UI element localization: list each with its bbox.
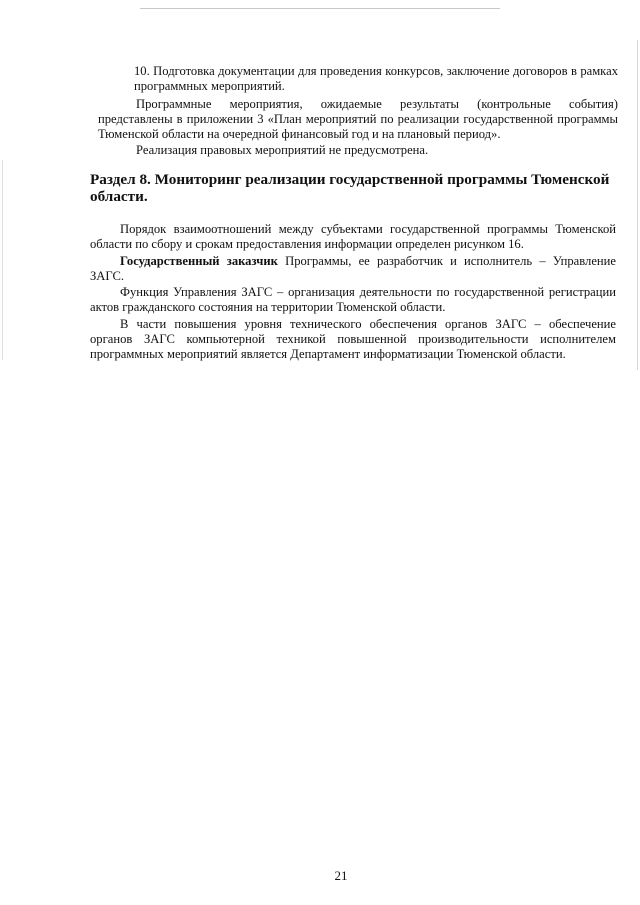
- paragraph-legal-events: Реализация правовых мероприятий не предусмотрена.: [136, 143, 429, 157]
- paragraph-technical-support: В части повышения уровня технического обеспечения органов ЗАГС – обеспечение органов ЗАГС компьютерной техникой повышенной производительности исполнителем программных мероприятий является Департамент информатизации Тюменской области.: [90, 317, 616, 361]
- list-item-text: Подготовка документации для проведения конкурсов, заключение договоров в рамках программных мероприятий.: [134, 64, 618, 93]
- scan-artifact-top: [140, 8, 500, 9]
- paragraph-interaction-order: Порядок взаимоотношений между субъектами государственной программы Тюменской области по сбору и срокам предоставления информации определен рисунком 16.: [90, 222, 616, 251]
- paragraph-program-events: Программные мероприятия, ожидаемые результаты (контрольные события) представлены в приложении 3 «План мероприятий по реализации государственной программы Тюменской области на очередной финансовый год и на плановый период».: [98, 97, 618, 141]
- state-customer-text: Программы, ее разработчик и исполнитель – Управление ЗАГС.: [90, 254, 616, 283]
- scan-artifact-left: [2, 160, 3, 360]
- paragraph-zags-function: Функция Управления ЗАГС – организация деятельности по государственной регистрации актов гражданского состояния на территории Тюменской области.: [90, 285, 616, 314]
- scan-artifact-right: [637, 40, 638, 370]
- list-item-10: [134, 64, 618, 94]
- section-heading: Раздел 8. Мониторинг реализации государственной программы Тюменской области.: [90, 171, 610, 205]
- page-number: 21: [334, 868, 348, 883]
- list-item-number: 10.: [134, 64, 150, 78]
- paragraph-state-customer: [90, 254, 616, 284]
- state-customer-term: Государственный заказчик: [120, 254, 278, 268]
